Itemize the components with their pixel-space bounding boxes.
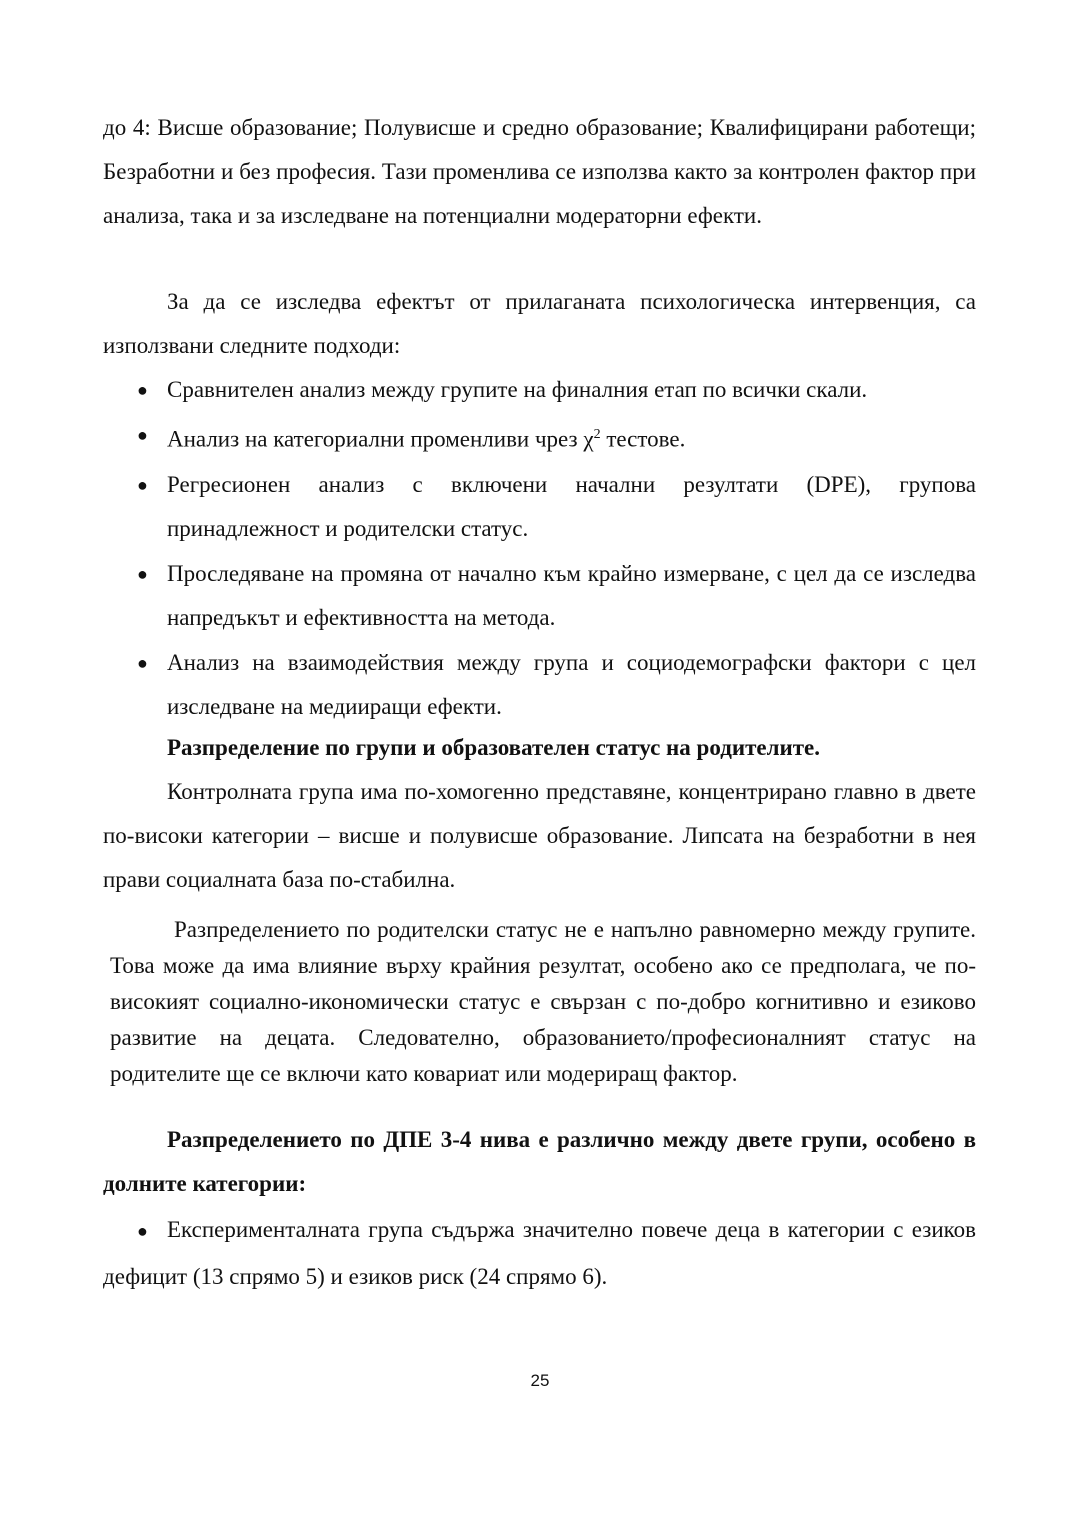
- paragraph-approaches-intro: За да се изследва ефектът от прилаганата психологическа интервенция, са използвани следните подходи:: [103, 289, 976, 358]
- bullet-icon: ●: [137, 1221, 148, 1241]
- list-item-text: Проследяване на промяна от начално към крайно измерване, с цел да се изследва напредъкът и ефективността на метода.: [167, 560, 976, 630]
- list-item: [103, 1207, 976, 1300]
- list-item-text: Експерименталната група съдържа значително повече деца в категории с езиков дефицит (13 спрямо 5) и езиков риск (24 спрямо 6).: [103, 1217, 976, 1289]
- list-item: [103, 368, 976, 412]
- bullet-icon: ●: [137, 563, 148, 584]
- list-item-text: тестове.: [600, 426, 686, 452]
- approaches-list: [103, 368, 976, 730]
- paragraph-parent-status-distribution: Разпределението по родителски статус не е напълно равномерно между групите. Това може да има влияние върху крайния резултат, особено ако се предполага, че по-високият социално-икономически статус е свързан с по-добро когнитивно и езиково развитие на децата. Следователно, образованието/професионалният статус на родителите ще се включи като ковариат или модериращ фактор.: [110, 917, 976, 1086]
- list-item-text: Анализ на категориални променливи чрез χ: [167, 426, 594, 452]
- section-heading-parent-status: Разпределение по групи и образователен статус на родителите.: [167, 735, 820, 760]
- superscript: 2: [593, 427, 601, 442]
- list-item: [103, 641, 976, 729]
- paragraph-control-group: Контролната група има по-хомогенно представяне, концентрирано главно в двете по-високи категории – висше и полувисше образование. Липсата на безработни в нея прави социалната база по-стабилна.: [103, 779, 976, 892]
- paragraph-education-levels: до 4: Висше образование; Полувисше и средно образование; Квалифицирани работещи; Безработни и без професия. Тази променлива се използва както за контролен фактор при анализа, така и за изследване на потенциални модераторни ефекти.: [103, 115, 976, 228]
- section-heading-dpe-levels: Разпределението по ДПЕ 3-4 нива е различно между двете групи, особено в долните категории:: [103, 1127, 976, 1196]
- bullet-icon: ●: [137, 425, 148, 445]
- page-number: 25: [530, 1371, 550, 1390]
- bullet-icon: ●: [137, 474, 148, 495]
- list-item-text: Анализ на взаимодействия между група и социодемографски фактори с цел изследване на медииращи ефекти.: [167, 649, 976, 719]
- list-item: [103, 552, 976, 640]
- bullet-icon: ●: [137, 380, 148, 400]
- list-item: [103, 463, 976, 551]
- bullet-icon: ●: [137, 652, 148, 673]
- list-item-text: Сравнителен анализ между групите на финалния етап по всички скали.: [167, 377, 868, 402]
- list-item: [103, 413, 976, 462]
- list-item-text: Регресионен анализ с включени начални резултати (DPE), групова принадлежност и родителски статус.: [167, 471, 976, 541]
